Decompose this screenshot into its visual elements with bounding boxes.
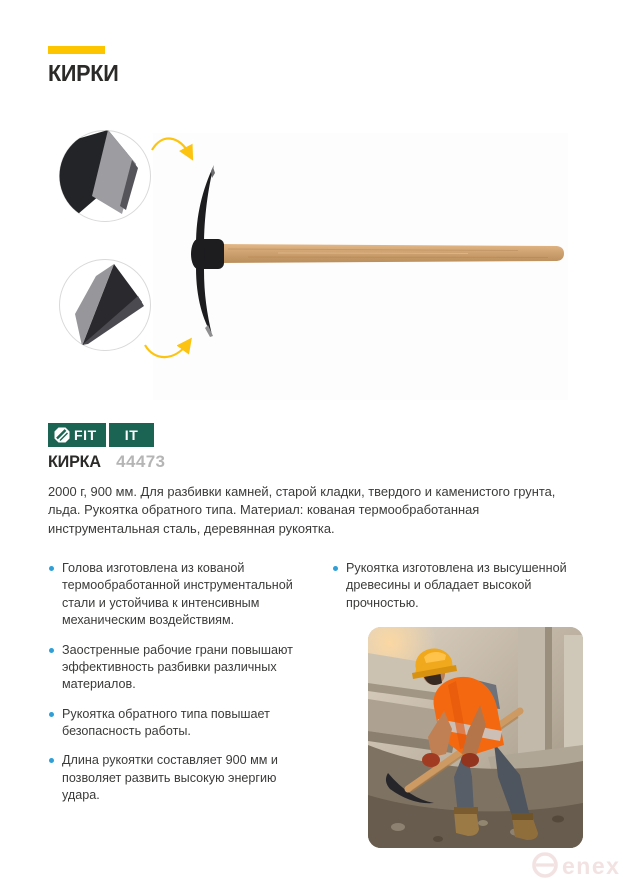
fit-logo-badge — [48, 423, 106, 447]
pickaxe-illustration — [48, 118, 583, 400]
product-title-row — [48, 452, 165, 472]
feature-item: Рукоятка изготовлена из высушенной древесины и обладает высокой прочностью. — [332, 560, 584, 612]
it-logo-label: IT — [124, 427, 139, 443]
enex-logo-icon — [530, 847, 622, 881]
fit-logo-label: FIT — [74, 427, 97, 443]
brand-row — [48, 423, 154, 447]
callout-pointed-tip — [60, 260, 151, 351]
worker-photo-scene — [368, 627, 583, 848]
feature-list-left — [48, 560, 316, 817]
worker-photo — [368, 627, 583, 848]
accent-bar — [48, 46, 105, 54]
enex-watermark — [530, 847, 622, 886]
feature-item: Заостренные рабочие грани повышают эффективность разбивки различных материалов. — [48, 642, 316, 694]
product-figure — [48, 118, 583, 400]
page-title: КИРКИ — [48, 60, 119, 86]
feature-item: Рукоятка обратного типа повышает безопасность работы. — [48, 706, 316, 741]
feature-item: Голова изготовлена из кованой термообработанной инструментальной стали и устойчива к интенсивным механическим воздействиям. — [48, 560, 316, 630]
product-name: КИРКА — [48, 452, 101, 471]
enex-logo-text: enex — [562, 853, 621, 879]
product-sku: 44473 — [116, 452, 166, 471]
feature-item: Длина рукоятки составляет 900 мм и позволяет развить высокую энергию удара. — [48, 752, 316, 804]
callout-chisel-edge — [48, 130, 151, 222]
it-logo-badge — [109, 423, 155, 447]
product-description: 2000 г, 900 мм. Для разбивки камней, старой кладки, твердого и каменистого грунта, льда. Рукоятка обратного типа. Материал: кованая термообработанная инструментальная сталь, деревянная рукоятка. — [48, 484, 556, 536]
screw-head-icon — [54, 427, 70, 443]
wooden-handle — [216, 244, 564, 263]
